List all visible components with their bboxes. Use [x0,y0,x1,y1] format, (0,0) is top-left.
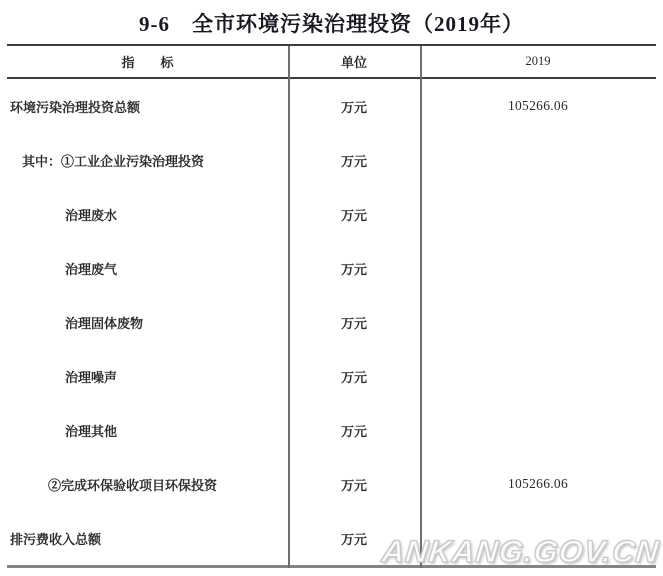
site-watermark: ANKANG.GOV.CN [380,534,661,569]
table-row [7,511,656,565]
cell-indicator: 治理废水 [65,207,118,223]
cell-indicator: 治理其他 [65,423,118,439]
cell-unit: 万元 [340,315,367,331]
table-row [7,133,656,187]
cell-indicator: 环境污染治理投资总额 [10,99,141,115]
column-divider-2 [420,46,422,568]
cell-unit: 万元 [340,531,367,547]
header-year: 2019 [525,54,551,68]
header-indicator: 指 标 [121,55,174,70]
header-unit: 单位 [340,55,367,70]
table-row [7,295,656,349]
cell-indicator: 治理固体废物 [65,315,144,331]
cell-value: 105266.06 [507,476,569,491]
cell-indicator: 排污费收入总额 [10,531,102,547]
table-header-row [7,46,656,79]
cell-value: 105266.06 [507,98,569,113]
column-divider-1 [288,46,290,568]
page-title: 9-6 全市环境污染治理投资（2019年） [139,12,524,36]
cell-unit: 万元 [340,153,367,169]
table-row [7,187,656,241]
cell-unit: 万元 [340,477,367,493]
cell-unit: 万元 [340,423,367,439]
table-row [7,241,656,295]
cell-indicator: 治理废气 [65,261,118,277]
table-row [7,79,656,133]
cell-unit: 万元 [340,99,367,115]
table-bottom-border [7,565,656,568]
data-table [7,44,656,568]
cell-indicator: 其中：①工业企业污染治理投资 [22,153,205,169]
table-row [7,457,656,511]
table-row [7,403,656,457]
cell-indicator: 治理噪声 [65,369,118,385]
cell-unit: 万元 [340,207,367,223]
cell-unit: 万元 [340,369,367,385]
table-row [7,349,656,403]
cell-unit: 万元 [340,261,367,277]
cell-indicator: ②完成环保验收项目环保投资 [48,477,218,493]
